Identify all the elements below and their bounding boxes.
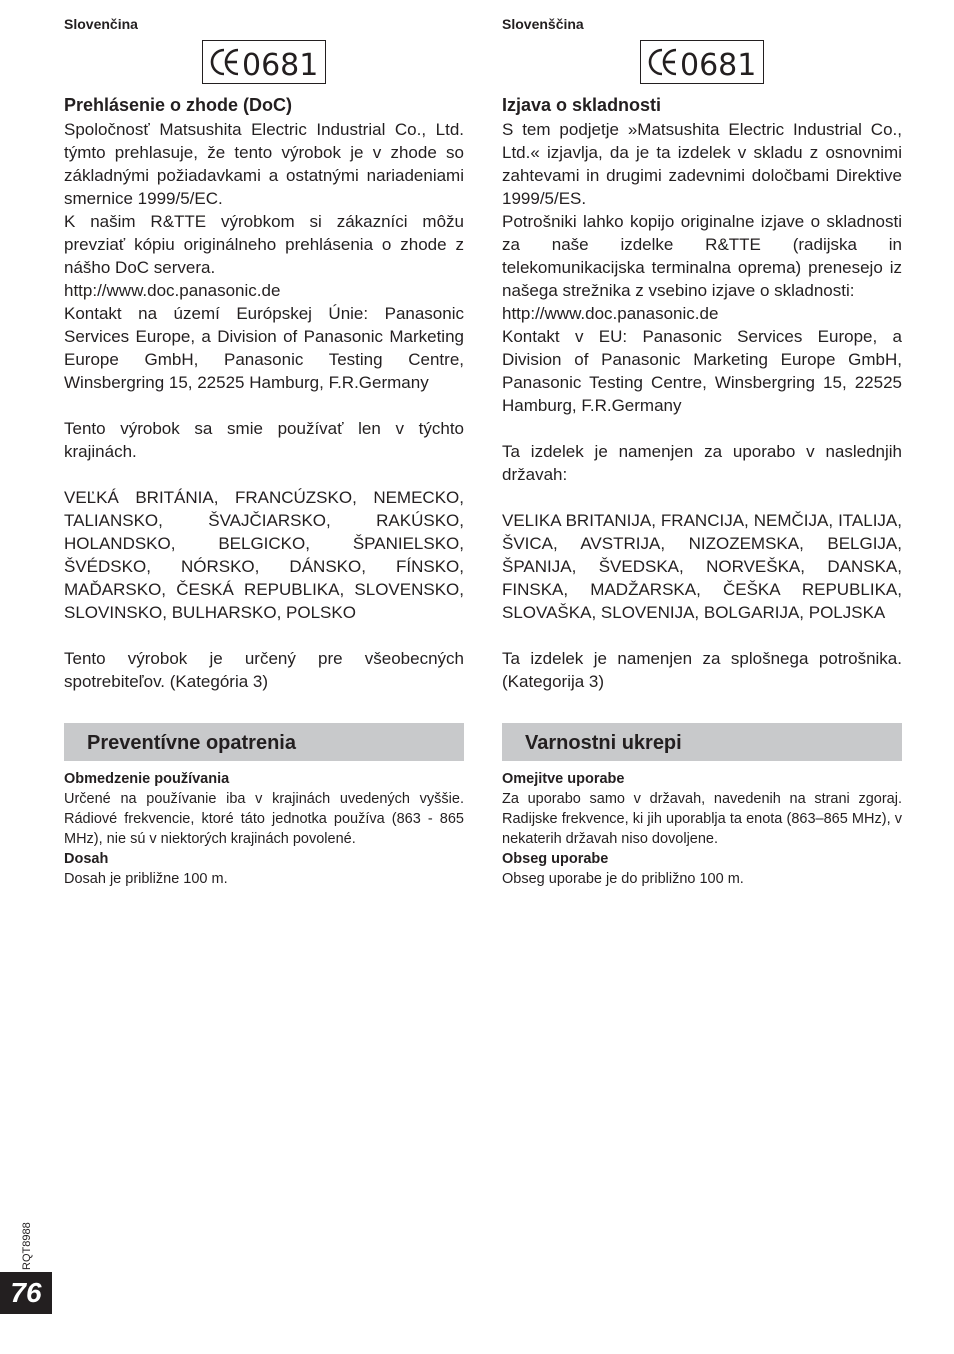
- usage-text: Ta izdelek je namenjen za uporabo v naslednjih državah:: [502, 442, 902, 484]
- countries-list: VELIKA BRITANIJA, FRANCIJA, NEMČIJA, ITALIJA, ŠVICA, AVSTRIJA, NIZOZEMSKA, BELGIJA, ŠPANIJA, ŠVEDSKA, NORVEŠKA, DANSKA, FINSKA, MADŽARSKA, ČEŠKA REPUBLIKA, SLOVAŠKA, SLOVENIJA, BOLGARIJA, POLJSKA: [502, 511, 902, 622]
- doc-paragraph-2: K našim R&TTE výrobkom si zákazníci môžu prevziať kópiu originálneho prehlásenia o zhode z nášho DoC servera.: [64, 212, 464, 277]
- restriction-heading: Omejitve uporabe: [502, 771, 625, 787]
- doc-paragraph-1: Spoločnosť Matsushita Electric Industrial Co., Ltd. týmto prehlasuje, že tento výrobok je v zhode so základnými požiadavkami a ostatnými nariadeniami smernice 1999/5/EC.: [64, 120, 464, 208]
- ce-mark-icon: [206, 45, 322, 79]
- category-text: Tento výrobok je určený pre všeobecných spotrebiteľov. (Kategória 3): [64, 649, 464, 691]
- right-column: [502, 14, 902, 889]
- doc-contact: Kontakt v EU: Panasonic Services Europe, a Division of Panasonic Marketing Europe GmbH, Panasonic Testing Centre, Winsbergring 15, 22525 Hamburg, F.R.Germany: [502, 327, 902, 415]
- usage-text: Tento výrobok sa smie používať len v týchto krajinách.: [64, 419, 464, 461]
- category-text: Ta izdelek je namenjen za splošnega potrošnika. (Kategorija 3): [502, 649, 902, 691]
- svg-text:0681: 0681: [242, 48, 319, 79]
- language-label: Slovenčina: [64, 16, 138, 32]
- language-label: Slovenščina: [502, 16, 584, 32]
- range-text: Dosah je približne 100 m.: [64, 871, 228, 887]
- restriction-heading: Obmedzenie používania: [64, 771, 230, 787]
- section-title: Preventívne opatrenia: [64, 723, 464, 761]
- page-number: 76: [0, 1272, 52, 1314]
- range-text: Obseg uporabe je do približno 100 m.: [502, 871, 744, 887]
- restriction-text: Za uporabo samo v državah, navedenih na strani zgoraj. Radijske frekvence, ki jih uporablja ta enota (863–865 MHz), v nekaterih državah niso dovoljene.: [502, 791, 902, 847]
- ce-mark-logo: [202, 40, 326, 84]
- doc-url-link[interactable]: http://www.doc.panasonic.de: [502, 304, 719, 323]
- doc-heading: Prehlásenie o zhode (DoC): [64, 95, 293, 115]
- countries-list: VEĽKÁ BRITÁNIA, FRANCÚZSKO, NEMECKO, TALIANSKO, ŠVAJČIARSKO, RAKÚSKO, HOLANDSKO, BELGICKO, ŠPANIELSKO, ŠVÉDSKO, NÓRSKO, DÁNSKO, FÍNSKO, MAĎARSKO, ČESKÁ REPUBLIKA, SLOVENSKO, SLOVINSKO, BULHARSKO, POLSKO: [64, 488, 464, 622]
- doc-heading: Izjava o skladnosti: [502, 95, 662, 115]
- range-heading: Obseg uporabe: [502, 851, 609, 867]
- doc-paragraph-2: Potrošniki lahko kopijo originalne izjave o skladnosti za naše izdelke R&TTE (radijska in telekomunikacijska terminalna oprema) prenesejo iz našega strežnika z vsebino izjave o skladnosti:: [502, 212, 902, 300]
- restriction-text: Určené na používanie iba v krajinách uvedených vyššie. Rádiové frekvencie, ktoré táto jednotka používa (863 - 865 MHz), nie sú v niektorých krajinách povolené.: [64, 791, 464, 847]
- left-column: [64, 14, 464, 889]
- doc-code: RQT8988: [21, 1222, 33, 1270]
- doc-contact: Kontakt na území Európskej Únie: Panasonic Services Europe, a Division of Panasonic Marketing Europe GmbH, Panasonic Testing Centre, Winsbergring 15, 22525 Hamburg, F.R.Germany: [64, 304, 464, 392]
- ce-mark-logo: [640, 40, 764, 84]
- section-title: Varnostni ukrepi: [502, 723, 902, 761]
- doc-url-link[interactable]: http://www.doc.panasonic.de: [64, 281, 281, 300]
- range-heading: Dosah: [64, 851, 109, 867]
- doc-paragraph-1: S tem podjetje »Matsushita Electric Industrial Co., Ltd.« izjavlja, da je ta izdelek v skladu z osnovnimi zahtevami in drugimi zadevnimi določbami Direktive 1999/5/ES.: [502, 120, 902, 208]
- svg-text:0681: 0681: [680, 48, 757, 79]
- ce-mark-icon: [644, 45, 760, 79]
